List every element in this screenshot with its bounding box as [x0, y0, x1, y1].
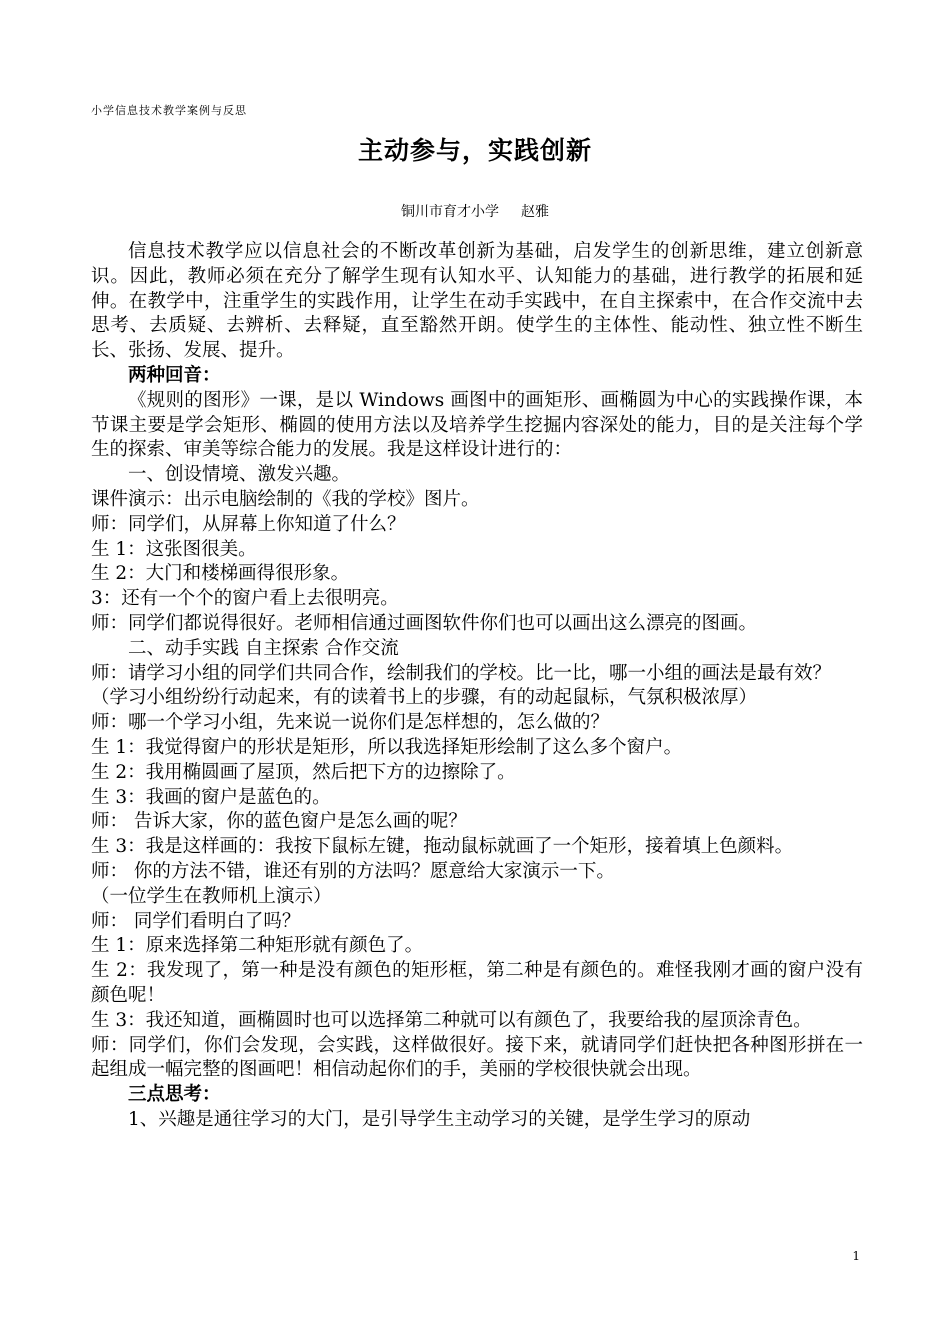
page-title: 主动参与，实践创新	[357, 136, 592, 165]
dialogue-line: 生 2：我用椭圆画了屋顶，然后把下方的边擦除了。	[91, 761, 516, 783]
running-header: 小学信息技术教学案例与反思	[91, 104, 247, 117]
page-number: 1	[852, 1249, 860, 1263]
dialogue-line: （学习小组纷纷行动起来，有的读着书上的步骤，有的动起鼠标，气氛积极浓厚）	[91, 687, 758, 709]
dialogue-line: 师： 同学们看明白了吗？	[91, 910, 301, 932]
step-heading-1: 一、创设情境、激发兴趣。	[128, 464, 351, 486]
dialogue-line: 生 2：大门和楼梯画得很形象。	[91, 563, 350, 585]
paragraph-thought-1: 1、兴趣是通往学习的大门，是引导学生主动学习的关键，是学生学习的原动	[128, 1108, 751, 1130]
school-name: 铜川市育才小学	[401, 204, 499, 220]
dialogue-line: 生 3：我还知道，画椭圆时也可以选择第二种就可以有颜色了，我要给我的屋顶涂青色。	[91, 1009, 812, 1031]
dialogue-line: 师：同学们都说得很好。老师相信通过画图软件你们也可以画出这么漂亮的图画。	[91, 612, 758, 634]
byline	[0, 201, 950, 221]
document-body	[91, 240, 863, 1133]
dialogue-line: 生 1：我觉得窗户的形状是矩形，所以我选择矩形绘制了这么多个窗户。	[91, 736, 683, 758]
dialogue-line: 生 3：我是这样画的：我按下鼠标左键，拖动鼠标就画了一个矩形，接着填上色颜料。	[91, 836, 794, 858]
section-heading-two-echoes: 两种回音：	[128, 364, 221, 386]
dialogue-line: 师：请学习小组的同学们共同合作，绘制我们的学校。比一比，哪一小组的画法是最有效？	[91, 662, 832, 684]
section-heading-three-thoughts: 三点思考：	[128, 1084, 221, 1106]
author-name: 赵雅	[521, 204, 549, 220]
dialogue-line: 生 1：这张图很美。	[91, 538, 257, 560]
dialogue-line: 3：还有一个个的窗户看上去很明亮。	[91, 588, 399, 610]
dialogue-line: 师：同学们，从屏幕上你知道了什么？	[91, 513, 406, 535]
step-heading-2: 二、动手实践 自主探索 合作交流	[128, 637, 399, 659]
paragraph-intro: 信息技术教学应以信息社会的不断改革创新为基础，启发学生的创新思维，建立创新意识。因此，教师必须在充分了解学生现有认知水平、认知能力的基础，进行教学的拓展和延伸。在教学中，注重学生的实践作用，让学生在动手实践中，在自主探索中，在合作交流中去思考、去质疑、去辨析、去释疑，直至豁然开朗。使学生的主体性、能动性、独立性不断生长、张扬、发展、提升。	[91, 241, 863, 362]
dialogue-line: 生 2：我发现了，第一种是没有颜色的矩形框，第二种是有颜色的。难怪我刚才画的窗户没有颜色呢！	[91, 960, 863, 1006]
dialogue-line: 生 3：我画的窗户是蓝色的。	[91, 786, 331, 808]
dialogue-line: 师：哪一个学习小组，先来说一说你们是怎样想的，怎么做的？	[91, 712, 610, 734]
dialogue-line: 师：同学们，你们会发现，会实践，这样做很好。接下来，就请同学们赶快把各种图形拼在一起组成一幅完整的图画吧！相信动起你们的手，美丽的学校很快就会出现。	[91, 1034, 863, 1081]
dialogue-line: 师： 告诉大家，你的蓝色窗户是怎么画的呢？	[91, 811, 467, 833]
dialogue-line: 师： 你的方法不错，谁还有别的方法吗？愿意给大家演示一下。	[91, 860, 615, 882]
paragraph-lesson-description: 《规则的图形》一课，是以 Windows 画图中的画矩形、画椭圆为中心的实践操作课，本节课主要是学会矩形、椭圆的使用方法以及培养学生挖掘内容深处的能力，目的是关注每个学生的探索、审美等综合能力的发展。我是这样设计进行的：	[91, 389, 863, 461]
dialogue-line: （一位学生在教师机上演示）	[91, 885, 332, 907]
dialogue-line: 课件演示：出示电脑绘制的《我的学校》图片。	[91, 488, 480, 510]
dialogue-line: 生 1：原来选择第二种矩形就有颜色了。	[91, 935, 424, 957]
